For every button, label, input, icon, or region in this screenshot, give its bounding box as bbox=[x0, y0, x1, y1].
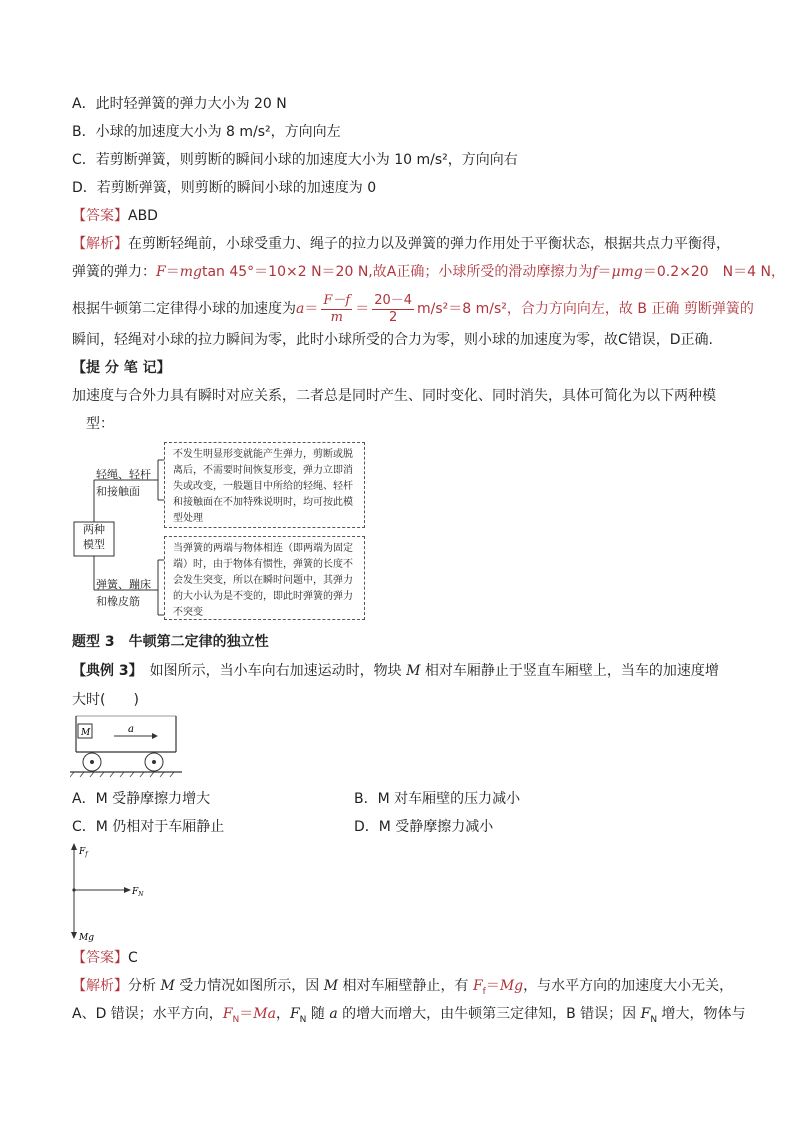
t3-analysis-line-2: A、D 错误；水平方向，$F_N=Ma$，$F_N$ 随 a 的增大而增大，由牛顿第三定律知，B 错误；因 $F_N$ 增大，物体与 bbox=[72, 1006, 746, 1025]
formula-op: ＝ bbox=[597, 264, 612, 280]
formula-text: tan 45°＝10×2 N＝20 N,故A正确；小球所受的滑动摩擦力为 bbox=[201, 264, 593, 280]
analysis-text: 根据牛顿第二定律得小球的加速度为 bbox=[72, 301, 296, 317]
analysis-tag: 【解析】 bbox=[72, 236, 128, 252]
analysis-line-2 bbox=[72, 262, 785, 282]
option-d: D．若剪断弹簧，则剪断的瞬间小球的加速度为 0 bbox=[72, 180, 377, 196]
answer-value: C bbox=[128, 950, 138, 966]
t3-analysis-line-1: 【解析】分析 M 受力情况如图所示，因 M 相对车厢壁静止，有 $F_f=Mg$，与水平方向的加速度大小无关， bbox=[72, 978, 734, 997]
label-FN: $F_N$ bbox=[132, 887, 144, 898]
example-tag: 【典例 3】 bbox=[72, 663, 136, 679]
formula-text: ＝0.2×20 N＝4 N， bbox=[642, 264, 785, 280]
root-label: 两种 模型 bbox=[83, 523, 105, 551]
option-c: C．若剪断弹簧，则剪断的瞬间小球的加速度大小为 10 m/s²，方向向右 bbox=[72, 152, 518, 168]
formula-op: ＝ bbox=[165, 264, 180, 280]
formula-var: mg bbox=[179, 264, 202, 280]
t3-option-b: B．M 对车厢壁的压力减小 bbox=[354, 791, 521, 807]
fraction-numerator: F－f bbox=[323, 292, 351, 308]
example3-line-2: 大时( ) bbox=[72, 692, 139, 708]
t3-option-d: D．M 受静摩擦力减小 bbox=[354, 819, 494, 835]
accel-label: a bbox=[128, 724, 134, 735]
example3-line-1 bbox=[72, 661, 719, 681]
analysis-line-3 bbox=[72, 292, 754, 326]
fraction-2 bbox=[372, 293, 414, 326]
formula-var: a bbox=[296, 301, 305, 317]
formula-var: f bbox=[592, 264, 598, 280]
formula-op: ＝ bbox=[355, 301, 370, 317]
label-Mg: Mg bbox=[79, 933, 94, 943]
analysis-tag: 【解析】 bbox=[72, 978, 128, 994]
model-2-box: 当弹簧的两端与物体相连（即两端为固定端）时，由于物体有惯性，弹簧的长度不会发生突变，所以在瞬时问题中，其弹力的大小认为是不变的，即此时弹簧的弹力不突变 bbox=[164, 536, 365, 620]
question-text: 如图所示，当小车向右加速运动时，物块 bbox=[135, 663, 407, 679]
branch-2-label: 弹簧、蹦床 和橡皮筋 bbox=[96, 578, 151, 608]
fraction-numerator: 20－4 bbox=[374, 292, 413, 308]
answer-tag: 【答案】 bbox=[72, 208, 128, 224]
t3-option-a: A．M 受静摩擦力增大 bbox=[72, 791, 211, 807]
fraction-1 bbox=[321, 293, 352, 326]
branch-1-label: 轻绳、轻杆 和接触面 bbox=[96, 468, 151, 498]
t3-option-c: C．M 仍相对于车厢静止 bbox=[72, 819, 225, 835]
force-diagram bbox=[68, 842, 158, 944]
notes-title: 【提 分 笔 记】 bbox=[72, 360, 171, 376]
formula-var: F bbox=[156, 264, 166, 280]
question-text: 相对车厢静止于竖直车厢壁上，当车的加速度增 bbox=[420, 663, 719, 679]
notes-paragraph-1: 加速度与合外力具有瞬时对应关系，二者总是同时产生、同时变化、同时消失，具体可简化为以下两种模 bbox=[72, 388, 716, 404]
answer-tag: 【答案】 bbox=[72, 950, 128, 966]
answer-line bbox=[72, 206, 158, 226]
fraction-denominator: m bbox=[330, 309, 343, 325]
option-a: A．此时轻弹簧的弹力大小为 20 N bbox=[72, 96, 287, 112]
block-M-label: M bbox=[81, 728, 91, 738]
t3-answer-line bbox=[72, 948, 138, 968]
analysis-text-1: 在剪断轻绳前，小球受重力、绳子的拉力以及弹簧的弹力作用处于平衡状态，根据共点力平衡得， bbox=[128, 236, 730, 252]
formula-text: m/s²＝8 m/s²，合力方向向左，故 B 正确 剪断弹簧的 bbox=[417, 301, 754, 317]
analysis-text: 弹簧的弹力： bbox=[72, 264, 156, 280]
notes-paragraph-2: 型： bbox=[86, 416, 114, 432]
var-M: M bbox=[406, 663, 421, 679]
option-b: B．小球的加速度大小为 8 m/s²，方向向左 bbox=[72, 124, 341, 140]
formula-var: μmg bbox=[611, 264, 643, 280]
answer-value: ABD bbox=[128, 208, 158, 224]
label-Ff: $F_f$ bbox=[79, 847, 88, 858]
analysis-line-4: 瞬间，轻绳对小球的拉力瞬间为零，此时小球所受的合力为零，则小球的加速度为零，故C错误，D正确. bbox=[72, 332, 714, 348]
model-1-box: 不发生明显形变就能产生弹力，剪断或脱离后，不需要时间恢复形变，弹力立即消失或改变，一般题目中所给的轻绳、轻杆和接触面在不加特殊说明时，均可按此模型处理 bbox=[164, 442, 365, 528]
type3-title: 题型 3 牛顿第二定律的独立性 bbox=[72, 634, 269, 650]
analysis-line-1 bbox=[72, 234, 730, 254]
cart-figure bbox=[70, 712, 185, 778]
fraction-denominator: 2 bbox=[388, 309, 398, 325]
formula-op: ＝ bbox=[304, 301, 319, 317]
